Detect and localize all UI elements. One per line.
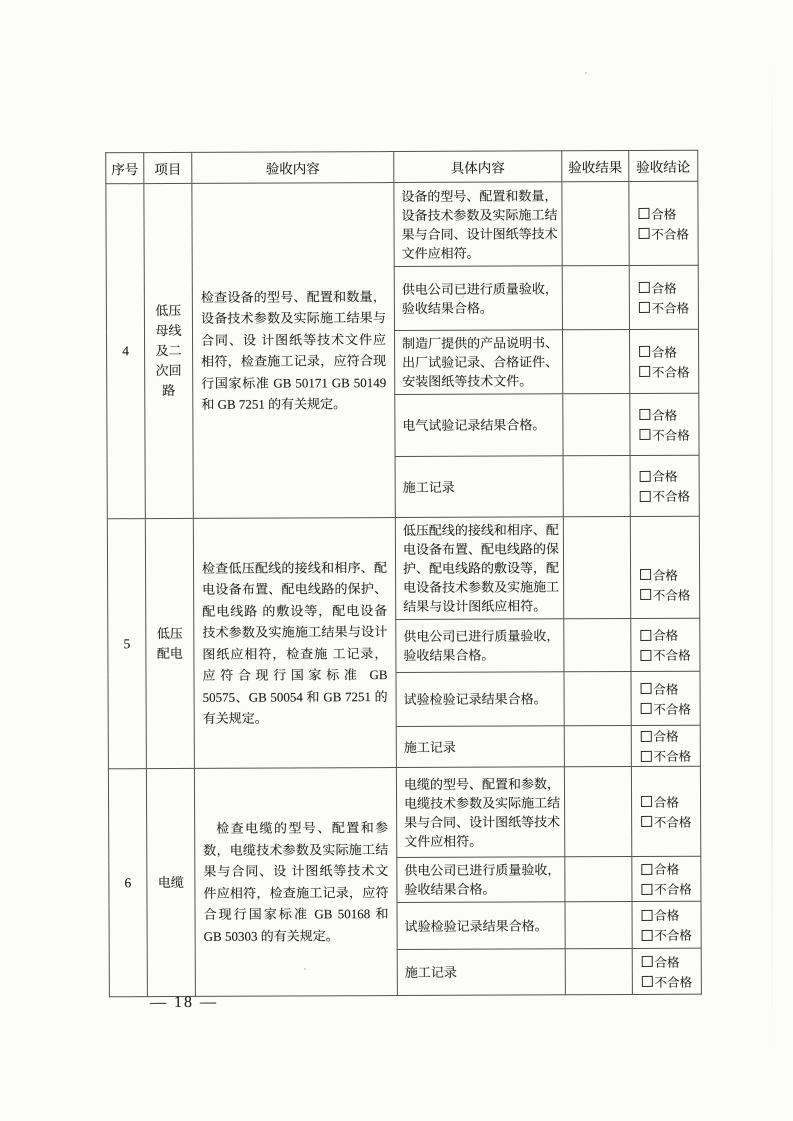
pass-option [641, 905, 692, 925]
serial-number-cell: 5 [107, 519, 146, 769]
option-label: 不合格 [653, 815, 692, 830]
conclusion-options [640, 625, 691, 665]
result-cell [563, 455, 630, 516]
result-cell [562, 329, 629, 393]
result-cell [564, 725, 631, 766]
option-label: 不合格 [651, 301, 690, 316]
conclusion-cell [631, 766, 700, 856]
option-label: 不合格 [653, 702, 691, 717]
conclusion-cell [630, 393, 699, 455]
conclusion-cell [632, 901, 701, 948]
conclusion-cell [631, 671, 700, 725]
page-edge-shadow [771, 50, 773, 1060]
pass-checkbox[interactable] [641, 796, 652, 807]
col-header-no: 序号 [106, 153, 144, 184]
conclusion-options [639, 404, 690, 444]
fail-option [639, 424, 690, 444]
serial-number-cell: 6 [108, 769, 147, 997]
pass-checkbox[interactable] [639, 470, 650, 481]
option-label: 合格 [654, 862, 680, 877]
fail-checkbox[interactable] [640, 589, 651, 600]
pass-option [639, 341, 690, 361]
pass-option [641, 791, 692, 811]
detail-content-cell: 试验检验记录结果合格。 [397, 902, 565, 950]
fail-option [641, 746, 692, 766]
conclusion-cell [630, 455, 699, 516]
result-cell [564, 618, 631, 671]
fail-option [641, 811, 692, 831]
conclusion-cell [629, 329, 698, 393]
fail-checkbox[interactable] [639, 490, 650, 501]
pass-option [641, 859, 692, 879]
page-number: — 18 — [149, 993, 218, 1012]
fail-checkbox[interactable] [641, 929, 652, 940]
detail-content-cell: 制造厂提供的产品说明书、出厂试验记录、合格证件、安装图纸等技术文件。 [394, 330, 562, 395]
pass-option [638, 203, 689, 223]
option-label: 合格 [653, 795, 679, 810]
fail-option [641, 925, 692, 945]
col-header-content: 验收内容 [192, 152, 394, 184]
conclusion-cell [629, 265, 698, 329]
option-label: 不合格 [654, 928, 692, 943]
pass-checkbox[interactable] [641, 909, 652, 920]
pass-checkbox[interactable] [640, 730, 651, 741]
option-label: 不合格 [654, 882, 692, 897]
fail-checkbox[interactable] [639, 302, 650, 313]
conclusion-options [640, 726, 691, 766]
option-label: 合格 [653, 729, 679, 744]
conclusion-options [638, 203, 689, 243]
option-label: 合格 [651, 345, 677, 360]
pass-option [639, 277, 690, 297]
option-label: 合格 [653, 682, 679, 697]
fail-checkbox[interactable] [639, 366, 650, 377]
acceptance-content-cell: 检查低压配线的接线和相序、配电设备布置、配电线路的保护、配电线路 的敷设等，配电设备技术参数及实施施工结果与设计图纸应相符，检查施 工记录，应符合现行国家标准 GB 50575、GB 50054 和 GB 7251 的有关规定。 [193, 518, 396, 769]
option-label: 不合格 [652, 489, 691, 504]
serial-number-cell: 4 [106, 184, 145, 519]
scan-speck [304, 968, 306, 970]
conclusion-cell [629, 181, 698, 265]
fail-checkbox[interactable] [641, 816, 652, 827]
detail-content-cell: 施工记录 [395, 456, 563, 518]
fail-option [640, 698, 691, 718]
option-label: 不合格 [653, 648, 691, 663]
item-cell: 低压母线及二次回路 [144, 183, 193, 518]
fail-option [639, 486, 690, 506]
option-label: 合格 [652, 408, 678, 423]
fail-checkbox[interactable] [642, 976, 653, 987]
acceptance-content-cell: 检查设备的型号、配置和数量，设备技术参数及实际施工结果与合同、设 计图纸等技术文件应相符，检查施工记录，应符合现行国家标准 GB 50171 GB 50149 和 GB 7251 的有关规定。 [192, 183, 395, 519]
conclusion-options [639, 341, 690, 381]
detail-content-cell: 供电公司已进行质量验收，验收结果合格。 [397, 857, 565, 903]
detail-content-cell: 低压配线的接线和相序、配电设备布置、配电线路的保护、配电线路的敷设等，配电设备技术参数及实施施工结果与设计图纸应相符。 [395, 517, 563, 620]
option-label: 合格 [653, 628, 679, 643]
result-cell [564, 671, 631, 725]
fail-checkbox[interactable] [641, 750, 652, 761]
conclusion-cell [632, 948, 701, 994]
result-cell [565, 901, 632, 948]
conclusion-cell [630, 516, 699, 618]
option-label: 合格 [652, 469, 678, 484]
scan-speck [462, 296, 464, 298]
detail-content-cell: 施工记录 [396, 726, 564, 768]
pass-checkbox[interactable] [640, 629, 651, 640]
conclusion-options [639, 277, 690, 317]
pass-checkbox[interactable] [641, 956, 652, 967]
table-row [108, 766, 700, 859]
conclusion-options [641, 859, 692, 899]
result-cell [564, 766, 631, 856]
item-cell: 电缆 [146, 768, 195, 996]
pass-option [639, 404, 690, 424]
conclusion-options [640, 564, 691, 604]
fail-checkbox[interactable] [638, 228, 649, 239]
conclusion-options [641, 905, 692, 945]
detail-content-cell: 试验检验记录结果合格。 [396, 672, 564, 727]
fail-option [640, 584, 691, 604]
col-header-result: 验收结果 [562, 150, 629, 181]
pass-checkbox[interactable] [639, 282, 650, 293]
result-cell [562, 265, 629, 329]
fail-option [640, 645, 691, 665]
pass-option [639, 466, 690, 486]
result-cell [565, 856, 632, 901]
fail-checkbox[interactable] [641, 883, 652, 894]
table-row [106, 181, 698, 268]
option-label: 合格 [652, 568, 678, 583]
result-cell [565, 948, 632, 994]
conclusion-options [639, 466, 690, 506]
fail-checkbox[interactable] [639, 429, 650, 440]
fail-option [641, 879, 692, 899]
option-label: 合格 [651, 281, 677, 296]
conclusion-cell [631, 618, 700, 671]
pass-checkbox[interactable] [639, 346, 650, 357]
table-row [107, 516, 699, 621]
pass-checkbox[interactable] [640, 569, 651, 580]
option-label: 不合格 [652, 588, 691, 603]
option-label: 不合格 [652, 428, 690, 443]
pass-option [640, 625, 691, 645]
option-label: 不合格 [651, 227, 689, 242]
conclusion-options [640, 678, 691, 718]
scan-speck [585, 72, 587, 74]
option-label: 合格 [654, 955, 680, 970]
fail-checkbox[interactable] [640, 703, 651, 714]
pass-option [640, 564, 691, 584]
conclusion-options [641, 951, 692, 991]
pass-option [640, 726, 691, 746]
option-label: 不合格 [651, 365, 690, 380]
conclusion-options [641, 791, 692, 831]
col-header-detail: 具体内容 [394, 151, 562, 183]
pass-option [641, 951, 692, 971]
acceptance-table [105, 150, 702, 998]
pass-option [640, 678, 691, 698]
option-label: 不合格 [653, 749, 692, 764]
option-label: 合格 [654, 908, 680, 923]
option-label: 合格 [651, 207, 677, 222]
detail-content-cell: 供电公司已进行质量验收，验收结果合格。 [396, 619, 564, 673]
detail-content-cell: 施工记录 [397, 949, 565, 996]
fail-option [642, 971, 693, 991]
header-row [106, 150, 698, 184]
result-cell [563, 516, 630, 618]
fail-option [639, 361, 690, 381]
item-cell: 低压配电 [145, 518, 194, 768]
detail-content-cell: 电缆的型号、配置和参数，电缆技术参数及实际施工结果与合同、设计图纸等技术文件应相符。 [396, 767, 564, 858]
fail-checkbox[interactable] [640, 649, 651, 660]
detail-content-cell: 供电公司已进行质量验收，验收结果合格。 [394, 266, 562, 331]
conclusion-cell [631, 725, 700, 766]
acceptance-content-cell: 检查电缆的型号、配置和参数，电缆技术参数及实际施工结果与合同、设 计图纸等技术文件应相符，检查施工记录，应符合现行国家标准 GB 50168 和 GB 50303 的有关规定。 [194, 768, 397, 997]
pass-checkbox[interactable] [640, 683, 651, 694]
result-cell [563, 393, 630, 455]
fail-option [639, 297, 690, 317]
conclusion-cell [632, 856, 701, 901]
col-header-item: 项目 [144, 152, 192, 183]
pass-checkbox[interactable] [639, 409, 650, 420]
result-cell [562, 181, 629, 265]
option-label: 不合格 [654, 975, 693, 990]
fail-option [638, 223, 689, 243]
pass-checkbox[interactable] [638, 208, 649, 219]
detail-content-cell: 电气试验记录结果合格。 [395, 394, 563, 457]
pass-checkbox[interactable] [641, 863, 652, 874]
detail-content-cell: 设备的型号、配置和数量，设备技术参数及实际施工结果与合同、设计图纸等技术文件应相符。 [394, 182, 562, 267]
col-header-conclusion: 验收结论 [629, 150, 698, 181]
